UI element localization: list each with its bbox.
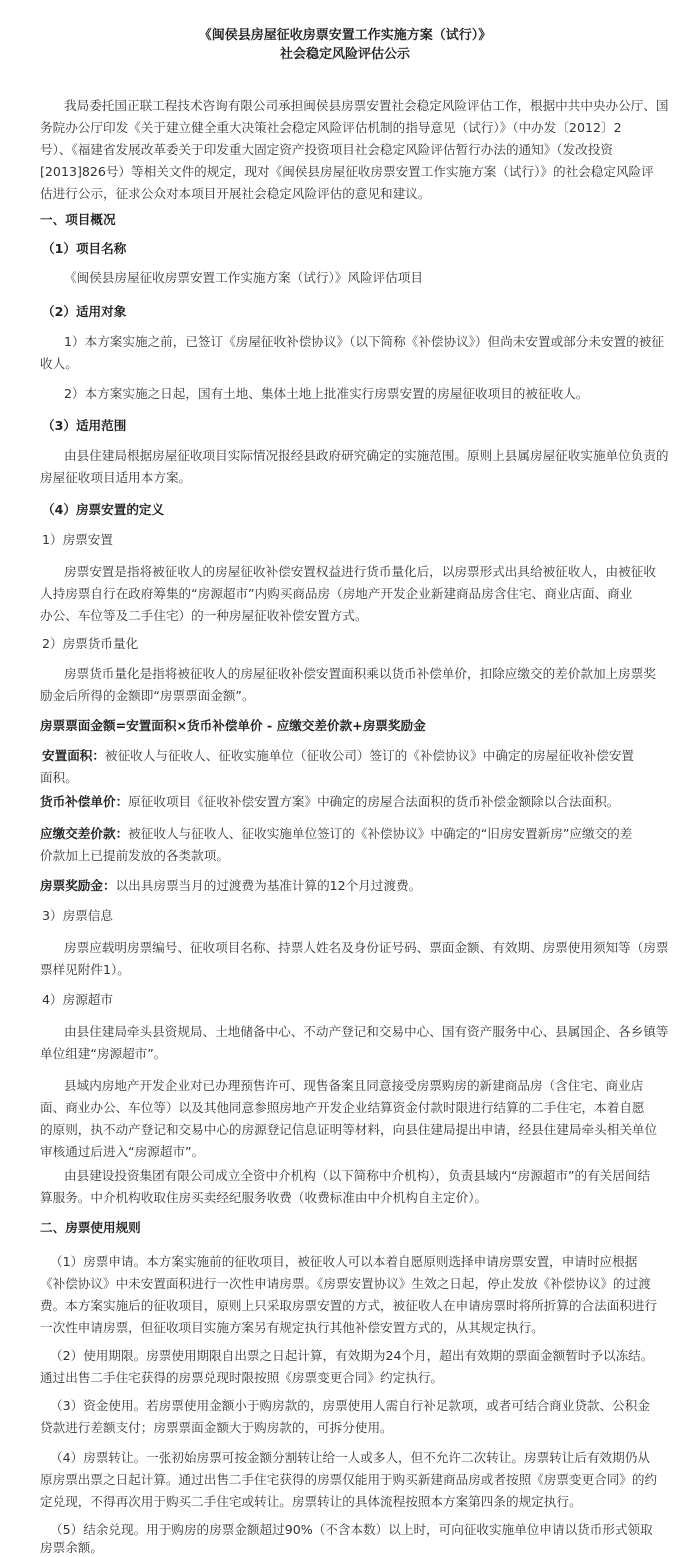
paragraph-line: （5）结余兑现。用于购房的房票金额超过90%（不含本数）以上时，可向征收实施单位申请以货币形式领取 [50, 1522, 653, 1537]
section-heading: 一、项目概况 [40, 212, 116, 227]
paragraph-line: 票样见附件1）。 [40, 962, 130, 977]
item-heading: 3）房票信息 [42, 908, 113, 923]
paragraph-line: 2）本方案实施之日起，国有土地、集体土地上批准实行房票安置的房屋征收项目的被征收人。 [64, 386, 589, 401]
definition-line: 面积。 [40, 770, 78, 785]
paragraph-line: 审核通过后进入“房源超市”。 [40, 1144, 205, 1159]
paragraph-line: （1）房票申请。本方案实施前的征收项目，被征收人可以本着自愿原则选择申请房票安置，申请时应根据 [50, 1254, 638, 1269]
paragraph-line: 《闽侯县房屋征收房票安置工作实施方案（试行）》风险评估项目 [64, 270, 423, 285]
section-heading: 二、房票使用规则 [40, 1220, 141, 1235]
definition-line [40, 824, 632, 843]
paragraph-line: 办公、车位等及二手住宅）的一种房屋征收补偿安置方式。 [40, 608, 368, 623]
definition-term: 房票奖励金： [40, 878, 116, 893]
paragraph-line: 《补偿协议》中未安置面积进行一次性申请房票。《房票安置协议》生效之日起，停止发放《补偿协议》的过渡 [40, 1276, 651, 1291]
paragraph-line: 房屋征收项目适用本方案。 [40, 470, 192, 485]
paragraph-line: 人持房票自行在政府筹集的“房源超市”内购买商品房（房地产开发企业新建商品房含住宅、商业店面、商业 [40, 586, 633, 601]
paragraph-line: 由县建设投资集团有限公司成立全资中介机构（以下简称中介机构），负责县域内“房源超市”的有关居间结 [64, 1168, 651, 1183]
paragraph-line: 由县住建局根据房屋征收项目实际情况报经县政府研究确定的实施范围。原则上县属房屋征收实施单位负责的 [64, 448, 669, 463]
paragraph-line: 房票余额。 [40, 1540, 103, 1555]
subsection-heading: （3）适用范围 [42, 418, 127, 433]
paragraph-line: 励金后所得的金额即“房票票面金额”。 [40, 688, 255, 703]
definition-line: 价款加上已提前发放的各类款项。 [40, 848, 229, 863]
paragraph-line: （4）房票转让。一张初始房票可按金额分割转让给一人或多人，但不允许二次转让。房票转让后有效期仍从 [50, 1450, 650, 1465]
intro-line: 估进行公示，征求公众对本项目开展社会稳定风险评估的意见和建议。 [40, 186, 431, 201]
paragraph-line: 由县住建局牵头县资规局、土地储备中心、不动产登记和交易中心、国有资产服务中心、县属国企、各乡镇等 [64, 1024, 669, 1039]
paragraph-line: 1）本方案实施之前，已签订《房屋征收补偿协议》（以下简称《补偿协议》）但尚未安置或部分未安置的被征 [64, 334, 664, 349]
paragraph-line: 房票安置是指将被征收人的房屋征收补偿安置权益进行货币量化后，以房票形式出具给被征收人，由被征收 [64, 564, 656, 579]
paragraph-line: 通过出售二手住宅获得的房票兑现时限按照《房票变更合同》约定执行。 [40, 1370, 443, 1385]
definition-term: 货币补偿单价： [40, 794, 129, 809]
intro-line: 我局委托国正联工程技术咨询有限公司承担闽侯县房票安置社会稳定风险评估工作，根据中共中央办公厅、国 [64, 98, 669, 113]
item-heading: 4）房源超市 [42, 992, 113, 1007]
definition-text: 以出具房票当月的过渡费为基准计算的12个月过渡费。 [115, 878, 422, 893]
item-heading: 1）房票安置 [42, 532, 113, 547]
definition-text: 被征收人与征收人、征收实施单位（征收公司）签订的《补偿协议》中确定的房屋征收补偿安置 [104, 748, 634, 763]
paragraph-line: 贷款进行差额支付；房票票面金额大于购房款的，可拆分使用。 [40, 1420, 393, 1435]
paragraph-line: 单位组建“房源超市”。 [40, 1046, 167, 1061]
subsection-heading: （4）房票安置的定义 [42, 502, 165, 517]
paragraph-line: 算服务。中介机构收取住房买卖经纪服务收费（收费标准由中介机构自主定价）。 [40, 1190, 488, 1205]
document-title: 《闽侯县房屋征收房票安置工作实施方案（试行）》 [198, 28, 492, 43]
paragraph-line: 定兑现，不得再次用于购买二手住宅或转让。房票转让的具体流程按照本方案第四条的规定执行。 [40, 1494, 582, 1509]
intro-line: [2013]826号）等相关文件的规定，现对《闽侯县房屋征收房票安置工作实施方案（试行）》的社会稳定风险评 [40, 164, 654, 179]
paragraph-line: 一次性申请房票，但征收项目实施方案另有规定执行其他补偿安置方式的，从其规定执行。 [40, 1320, 544, 1335]
intro-line: 号）、《福建省发展改革委关于印发重大固定资产投资项目社会稳定风险评估暂行办法的通知》（发改投资 [40, 142, 614, 157]
paragraph-line: 原房票出票之日起计算。通过出售二手住宅获得的房票仅能用于购买新建商品房或者按照《房票变更合同》的约 [40, 1472, 658, 1487]
definition-term: 安置面积： [42, 748, 105, 763]
definition-text: 原征收项目《征收补偿安置方案》中确定的房屋合法面积的货币补偿金额除以合法面积。 [128, 794, 620, 809]
paragraph-line: 费。本方案实施后的征收项目，原则上只采取房票安置的方式，被征收人在申请房票时将所折算的合法面积进行 [40, 1298, 658, 1313]
intro-line: 务院办公厅印发《关于建立健全重大决策社会稳定风险评估机制的指导意见（试行）》（中办发〔2012〕2 [40, 120, 622, 135]
item-heading: 2）房票货币量化 [42, 636, 139, 651]
subsection-heading: （2）适用对象 [42, 304, 127, 319]
paragraph-line: 县域内房地产开发企业对已办理预售许可、现售备案且同意接受房票购房的新建商品房（含住宅、商业店 [64, 1078, 644, 1093]
subsection-heading: （1）项目名称 [42, 241, 127, 256]
paragraph-line: 的原则，执不动产登记和交易中心的房源登记信息证明等材料，向县住建局提出申请，经县住建局牵头相关单位 [40, 1122, 658, 1137]
paragraph-line: 收人。 [40, 356, 78, 371]
paragraph-line: 面、商业办公、车位等）以及其他同意参照房地产开发企业结算资金付款时限进行结算的二手住宅，本着自愿 [40, 1100, 645, 1115]
paragraph-line: 房票货币量化是指将被征收人的房屋征收补偿安置面积乘以货币补偿单价，扣除应缴交的差价款加上房票奖 [64, 666, 656, 681]
definition-term: 应缴交差价款： [40, 826, 129, 841]
formula-line: 房票票面金额=安置面积×货币补偿单价 - 应缴交差价款+房票奖励金 [40, 718, 426, 733]
paragraph-line: （3）资金使用。若房票使用金额小于购房款的，房票使用人需自行补足款项，或者可结合商业贷款、公积金 [50, 1398, 650, 1413]
definition-line [42, 746, 634, 765]
document-subtitle: 社会稳定风险评估公示 [279, 47, 410, 62]
definition-line [40, 792, 619, 811]
definition-line [40, 876, 421, 895]
paragraph-line: （2）使用期限。房票使用期限自出票之日起计算，有效期为24个月，超出有效期的票面金额暂时予以冻结。 [50, 1348, 654, 1363]
definition-text: 被征收人与征收人、征收实施单位签订的《补偿协议》中确定的“旧房安置新房”应缴交的差 [128, 826, 633, 841]
paragraph-line: 房票应载明房票编号、征收项目名称、持票人姓名及身份证号码、票面金额、有效期、房票使用须知等（房票 [64, 940, 669, 955]
